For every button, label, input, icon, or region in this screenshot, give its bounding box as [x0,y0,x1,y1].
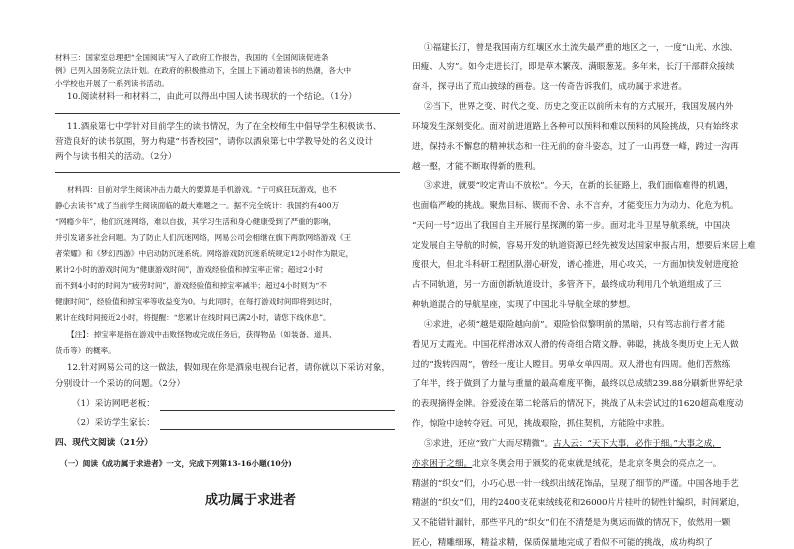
question-11-line-3: 两个与读书相关的活动。（2分） [55,152,177,162]
material4-line-9: 累计在线时间接近2小时，将提醒：“您累计在线时间已满2小时，请您下线休息”。 [55,313,331,322]
para-5-line-6: 匠心，精雕细琢，精益求精，保质保量地完成了看似不可能的挑战，成功构织了 [412,538,713,548]
para-1-line-2: 田瘦、人穷”。如今走进长汀，即是草木繁茂、满眼葱茏。多年来，长汀干部群众接续 [412,62,735,72]
para-5-rest: 北京冬奥会用于颁奖的花束就是绒花，是北京冬奥会的亮点之一。 [472,459,722,469]
para-2-line-2: 环境发生深刻变化。面对前进道路上各种可以预料和难以预料的风险挑战，只有始终求 [412,122,739,132]
section-4-heading: 四、现代文阅读（21分） [55,438,153,448]
answer-line-11[interactable] [55,172,400,173]
material4-line-7: 而不到4小时的时间为“疲劳时间”，游戏经验值和掉宝率减半；超过4小时则为“不 [55,281,327,290]
material4-line-2: 静心去读书”成了当前学生阅读面临的最大难题之一。据不完全统计：我国约有400万 [55,201,340,210]
para-4-line-1: ④求进，必须“越是艰险越向前”。艰险恰似黎明前的黑暗，只有笃志前行者才能 [424,320,725,330]
para-5-line-2 [412,460,721,469]
para-3-line-3: “天问一号”迈出了我国自主开展行星探测的第一步。面对北斗卫星导航系统，中国决 [412,221,731,231]
answer-line-10[interactable] [55,113,400,114]
para-5-line-4: 精湛的“织女”们，用约2400支花束绒线花和26000片片桂叶的韧性针编织，时间紧迫， [412,498,745,508]
material3-line-1: 材料三：国家室总理把“全国阅读”写入了政府工作报告，我国的《全国阅读促进条 [55,53,329,62]
para-4-line-6: 作，惊险中途转夺冠。可见，挑战艰险，抓住契机，方能险中求胜。 [412,419,670,429]
material4-line-5: 者荣耀》和《梦幻西游》中启动防沉迷系统。网络游戏防沉迷系统规定12小时作为限定， [55,249,354,258]
para-3-line-7: 种轨道混合的导航星座，实现了中国北斗导航全球的梦想。 [412,300,636,310]
note-line-2: 货币等）的概率。 [55,346,116,355]
question-11-line-2: 营造良好的读书氛围，努力构建“书香校园”，请你以酒泉第七中学教导处的名义设计 [55,137,374,147]
para-1-line-3: 奋斗，探寻出了荒山披绿的画卷。这一传奇告诉我们，成功属于求进者。 [412,82,688,92]
material4-line-6: 累计2小时的游戏时间为“健康游戏时间”，游戏经验值和掉宝率正常；超过2小时 [55,265,324,274]
para-1-line-1: ①福建长汀，曾是我国南方红壤区水土流失最严重的地区之一，一度“山光、水浊、 [424,43,738,53]
para-2-line-1: ②当下，世界之变、时代之变、历史之变正以前所未有的方式展开，我国发展内外 [424,102,734,112]
question-12-line-1: 12.针对网易公司的这一做法，假如现在你是酒泉电视台记者，请你就以下采访对象， [67,363,391,373]
question-10: 10.阅读材料一和材料二，由此可以得出中国人读书现状的一个结论。（1分） [67,92,357,102]
para-5-line-3: 精湛的“织女”们，小巧心思一针一线织出绒花饰品，呈现了细节的严谨。中国各地手艺 [412,479,739,489]
para-5-line-1 [424,440,721,449]
question-12-part-1: （1）采访网吧老板： [72,399,155,409]
material4-line-8: 健康时间”，经验值和掉宝率等收益变为0。与此同时，在每打游戏时间即将到达时， [55,297,338,306]
question-12-line-2: 分别设计一个采访的问题。（2分） [55,379,186,389]
para-4-line-3: 过的“拨转四周”，曾经一度让人瞠目。男单女单四周。双人滑也有四周。他们苦熬练 [412,360,731,370]
note-line-1: 【注】：掉宝率是指在游戏中击败怪物或完成任务后，获得物品（如装备、道具、 [67,330,337,339]
reading-subheading: （一）阅读《成功属于求进者》一文，完成下列第13-16小题(10分) [60,459,292,468]
question-12-part-2: （2）采访学生家长： [72,418,155,428]
para-3-line-5: 度很大，但北斗科研工程团队潜心研发，谱心推进，用心攻关，一方面加快发射进度抢 [412,260,739,270]
para-3-line-1: ③求进，就要“咬定青山不放松”。今天，在新的长征路上，我们面临难得的机遇， [424,181,734,191]
para-2-line-3: 进，保持永不懈怠的精神状态和一往无前的奋斗姿态，过了一山再登一峰，跨过一沟再 [412,142,739,152]
answer-line-12-2[interactable] [160,429,395,430]
para-5-line-5: 又不能错针漏针，那些平凡的“织女”们在不清楚是为奥运而做的情况下，依然用一颗 [412,518,731,528]
answer-line-12-1[interactable] [160,410,395,411]
para-4-line-2: 看见万丈霞光。中国花样滑冰双人滑的传奇组合隋文静、韩聪，挑战冬奥历史上无人做 [412,340,739,350]
article-title: 成功属于求进者 [205,493,297,508]
question-11-line-1: 11.酒泉第七中学针对目前学生的读书情况，为了在全校师生中倡导学生积极读书、 [67,122,382,132]
material4-line-4: 并引发诸多社会问题。为了防止人们沉迷网络，网易公司会相继在旗下两款网络游戏《王 [55,233,352,242]
para-2-line-4: 越一壑，才能不断取得新的胜利。 [412,162,541,172]
para-5-quote-a: 古人云：“天下大事，必作于细。”大事之成， [553,439,721,449]
para-4-line-5: 的表现摘得金牌。谷爱凌在第二轮落后的情况下，挑战了从未尝试过的1620超高难度动 [412,399,744,409]
para-3-line-4: 定发展自主导航的时候，容易开发的轨道资源已经先被发达国家申报占用，想要后来居上难 [412,241,756,251]
para-3-line-2: 也面临严峻的挑战。聚焦目标、锲而不舍、永不言弃，才能变压力为动力、化危为机。 [412,201,739,211]
material4-line-3: “网瘾少年”，他们沉迷网络，难以自拔，其学习生活和身心健康受到了严重的影响， [55,217,337,226]
material3-line-2: 例》已列入国务院立法计划。在政府的积极推动下，全国上下涌动着读书的热潮，各大中 [55,66,352,75]
para-3-line-6: 占不同轨道，另一方面创新轨道设计，多管齐下，最终成功利用几个轨道组成了三 [412,280,722,290]
material3-line-3: 小学校也开展了一系列读书活动。 [55,79,169,88]
material4-line-1: 材料四：目前对学生阅读冲击力最大的要算是手机游戏。“亍可疯狂玩游戏，也不 [67,185,337,194]
para-5-quote-b: 亦求困于之细。 [412,459,473,469]
para-5-prefix: ⑤求进，还应“致广大而尽精微”。 [424,439,554,449]
para-4-line-4: 了年半，终于做到了力量与重量的最高难度平衡，最终以总成绩239.88分刷新世界纪录 [412,379,743,389]
